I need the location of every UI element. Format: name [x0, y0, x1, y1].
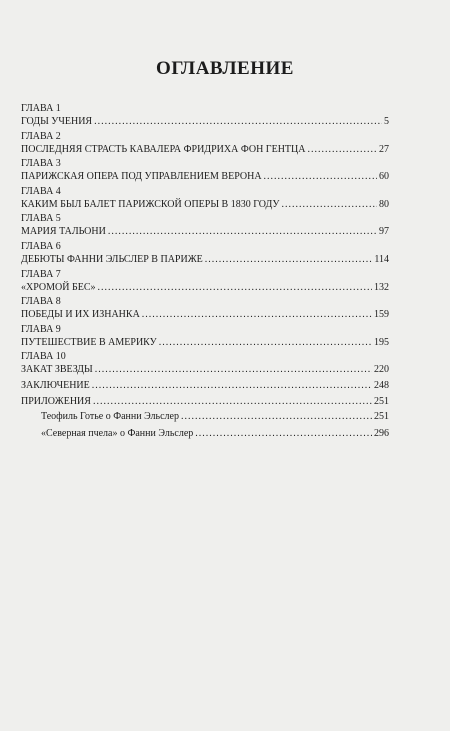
entry-title: «Северная пчела» о Фанни Эльслер: [41, 428, 194, 440]
dot-leader: [205, 253, 373, 266]
toc-entry-conclusion: [21, 379, 389, 392]
page-number: 132: [374, 281, 389, 293]
toc-entry-chapter: [21, 131, 389, 156]
chapter-label: ГЛАВА 5: [21, 213, 61, 225]
toc-entry-chapter: [21, 296, 389, 321]
toc-entry-chapter: [21, 269, 389, 294]
chapter-title: ПУТЕШЕСТВИЕ В АМЕРИКУ: [21, 336, 157, 348]
chapter-row: [21, 336, 389, 349]
dot-leader: [95, 363, 372, 376]
chapter-title: ПОБЕДЫ И ИХ ИЗНАНКА: [21, 309, 140, 321]
chapter-row: [21, 115, 389, 128]
chapter-row: [21, 143, 389, 156]
page-number: 114: [374, 253, 389, 265]
page-title: ОГЛАВЛЕНИЕ: [156, 58, 294, 79]
dot-leader: [142, 308, 372, 321]
chapter-list: [21, 103, 389, 376]
chapter-row: [21, 198, 389, 211]
chapter-row: [21, 253, 389, 266]
dot-leader: [282, 198, 377, 211]
toc-entry-chapter: [21, 241, 389, 266]
dot-leader: [181, 410, 372, 423]
chapter-title: ПАРИЖСКАЯ ОПЕРА ПОД УПРАВЛЕНИЕМ ВЕРОНА: [21, 171, 262, 183]
entry-title: ПРИЛОЖЕНИЯ: [21, 395, 91, 407]
dot-leader: [307, 143, 377, 156]
page-number: 251: [374, 395, 389, 407]
chapter-title: КАКИМ БЫЛ БАЛЕТ ПАРИЖСКОЙ ОПЕРЫ В 1830 ГОДУ: [21, 198, 280, 210]
chapter-label: ГЛАВА 1: [21, 103, 61, 114]
chapter-label: ГЛАВА 6: [21, 240, 61, 252]
chapter-label: ГЛАВА 10: [21, 351, 66, 363]
page-number: 27: [379, 143, 389, 155]
chapter-title: ПОСЛЕДНЯЯ СТРАСТЬ КАВАЛЕРА ФРИДРИХА ФОН ГЕНТЦА: [21, 143, 306, 155]
toc-entry-chapter: [21, 158, 389, 183]
appendix-item: [41, 410, 389, 423]
page-number: 195: [374, 336, 389, 348]
chapter-title: «ХРОМОЙ БЕС»: [21, 281, 96, 293]
dot-leader: [94, 115, 382, 128]
toc-entry-chapter: [21, 186, 389, 211]
dot-leader: [264, 170, 377, 183]
page-number: 159: [374, 309, 389, 321]
page-number: 60: [379, 171, 389, 183]
chapter-label: ГЛАВА 7: [21, 268, 61, 280]
chapter-row: [21, 363, 389, 376]
entry-title: Теофиль Готье о Фанни Эльслер: [41, 411, 179, 423]
entry-title: ЗАКЛЮЧЕНИЕ: [21, 379, 90, 391]
dot-leader: [159, 336, 372, 349]
toc-entry-chapter: [21, 103, 389, 128]
chapter-label: ГЛАВА 2: [21, 130, 61, 142]
page-number: 220: [374, 364, 389, 376]
chapter-label: ГЛАВА 9: [21, 323, 61, 335]
page-number: 251: [374, 411, 389, 423]
dot-leader: [108, 225, 377, 238]
chapter-label: ГЛАВА 8: [21, 296, 61, 308]
table-of-contents: [21, 103, 389, 444]
chapter-title: ГОДЫ УЧЕНИЯ: [21, 116, 93, 127]
dot-leader: [93, 395, 372, 408]
page-number: 80: [379, 198, 389, 210]
dot-leader: [92, 379, 372, 392]
toc-entry-chapter: [21, 213, 389, 238]
chapter-title: МАРИЯ ТАЛЬОНИ: [21, 226, 106, 238]
page-number: 248: [374, 379, 389, 391]
dot-leader: [195, 427, 372, 440]
chapter-row: [21, 225, 389, 238]
page-number: 5: [384, 116, 389, 127]
chapter-title: ЗАКАТ ЗВЕЗДЫ: [21, 364, 93, 376]
appendix-list: [41, 410, 389, 440]
toc-entry-chapter: [21, 324, 389, 349]
appendix-item: [41, 427, 389, 440]
page-number: 296: [374, 428, 389, 440]
toc-entry-appendices: [21, 395, 389, 408]
chapter-label: ГЛАВА 3: [21, 158, 61, 170]
chapter-title: ДЕБЮТЫ ФАННИ ЭЛЬСЛЕР В ПАРИЖЕ: [21, 253, 203, 265]
chapter-row: [21, 170, 389, 183]
dot-leader: [97, 281, 372, 294]
chapter-label: ГЛАВА 4: [21, 185, 61, 197]
chapter-row: [21, 308, 389, 321]
page-number: 97: [379, 226, 389, 238]
toc-entry-chapter: [21, 351, 389, 376]
chapter-row: [21, 281, 389, 294]
